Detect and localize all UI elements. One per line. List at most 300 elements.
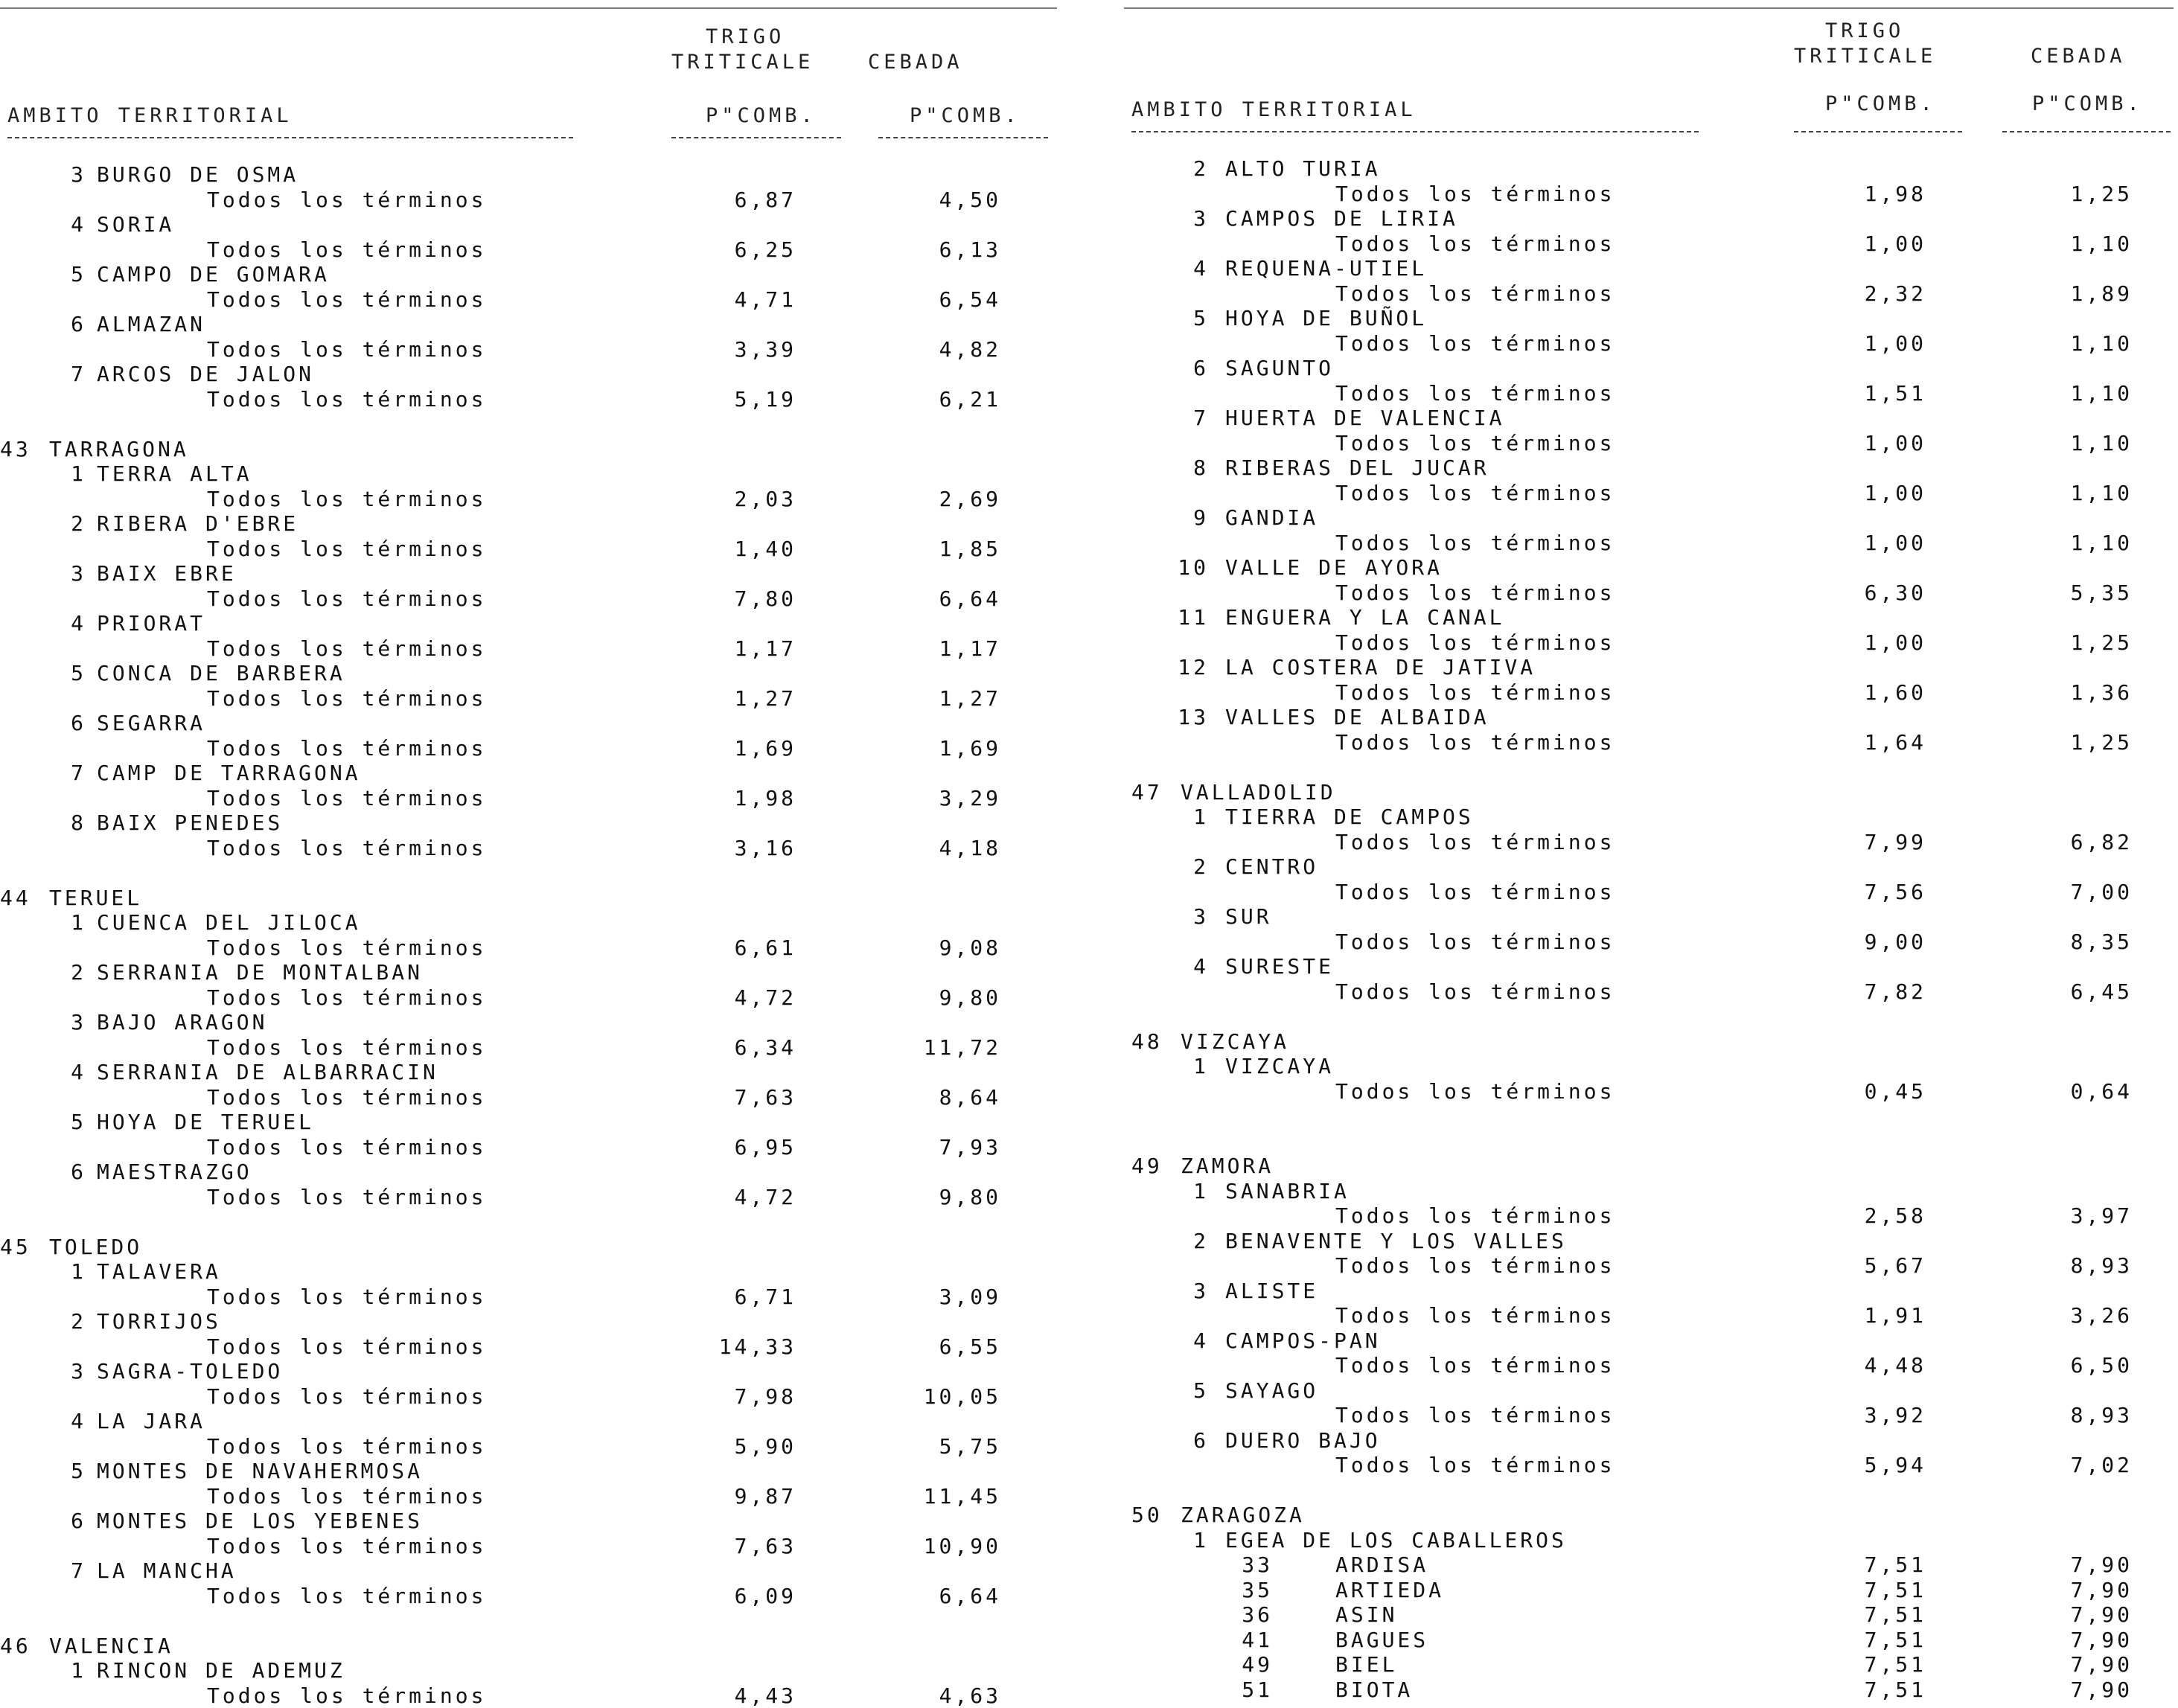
- header-pcomb-trigo: P"COMB.: [706, 104, 817, 127]
- comarca-name: VALLE DE AYORA: [1225, 555, 1443, 580]
- province-name: VALENCIA: [49, 1634, 173, 1658]
- terms-label: Todos los términos: [1335, 182, 1615, 206]
- trigo-value: 4,43: [499, 1683, 796, 1708]
- trigo-value: 1,98: [1629, 182, 1926, 206]
- comarca-row: [1124, 1054, 2178, 1079]
- trigo-value: 6,09: [499, 1584, 796, 1608]
- trigo-value: 7,51: [1629, 1628, 1926, 1652]
- trigo-value: 1,51: [1629, 381, 1926, 406]
- trigo-value: 7,56: [1629, 880, 1926, 904]
- trigo-value: 5,19: [499, 387, 796, 412]
- table-row: [1124, 1403, 2178, 1428]
- comarca-number: 1: [0, 1658, 86, 1683]
- municipality-code: 36: [975, 1602, 1273, 1627]
- trigo-value: 4,72: [499, 1185, 796, 1209]
- comarca-number: 7: [0, 761, 86, 785]
- comarca-row: [1124, 1279, 2178, 1304]
- municipality-code: 41: [975, 1628, 1273, 1652]
- province-name: VALLADOLID: [1181, 780, 1336, 805]
- comarca-number: 4: [0, 212, 86, 237]
- terms-label: Todos los términos: [1335, 231, 1615, 256]
- comarca-name: BAIX EBRE: [97, 561, 237, 586]
- terms-label: Todos los términos: [1335, 1253, 1615, 1278]
- table-row: [1124, 1453, 2178, 1478]
- comarca-name: MONTES DE LOS YEBENES: [97, 1509, 423, 1533]
- comarca-number: 3: [0, 1359, 86, 1384]
- cebada-value: 1,25: [1835, 730, 2133, 755]
- cebada-value: 6,13: [703, 237, 1001, 262]
- province-name: TERUEL: [49, 886, 142, 910]
- table-row: [1124, 730, 2178, 755]
- comarca-row: [1124, 555, 2178, 580]
- comarca-name: CAMPOS DE LIRIA: [1225, 206, 1458, 231]
- comarca-number: 1: [911, 1528, 1209, 1552]
- comarca-number: 2: [911, 156, 1209, 181]
- comarca-name: VALLES DE ALBAIDA: [1225, 705, 1489, 729]
- comarca-name: CAMP DE TARRAGONA: [97, 761, 361, 785]
- table-row: [1124, 1303, 2178, 1328]
- table-row: [1124, 580, 2178, 606]
- comarca-number: 1: [911, 1054, 1209, 1078]
- comarca-row: [1124, 206, 2178, 231]
- comarca-number: 5: [0, 661, 86, 685]
- table-row: [0, 1484, 1072, 1509]
- trigo-value: 1,00: [1629, 431, 1926, 455]
- trigo-value: 4,72: [499, 985, 796, 1010]
- cebada-value: 4,82: [703, 337, 1001, 362]
- cebada-value: 1,10: [1835, 531, 2133, 555]
- municipality-name: ARDISA: [1335, 1552, 1428, 1577]
- municipality-name: BIEL: [1335, 1652, 1397, 1677]
- comarca-number: 6: [0, 1160, 86, 1184]
- cebada-value: 8,93: [1835, 1253, 2133, 1278]
- comarca-number: 3: [911, 904, 1209, 929]
- comarca-name: BENAVENTE Y LOS VALLES: [1225, 1229, 1567, 1253]
- cebada-value: 4,63: [703, 1683, 1001, 1708]
- trigo-value: 6,71: [499, 1285, 796, 1309]
- comarca-name: SEGARRA: [97, 711, 205, 735]
- table-row: [1124, 979, 2178, 1005]
- terms-label: Todos los términos: [207, 1285, 486, 1309]
- terms-label: Todos los términos: [207, 736, 486, 761]
- trigo-value: 1,00: [1629, 231, 1926, 256]
- comarca-name: MAESTRAZGO: [97, 1160, 252, 1184]
- comarca-number: 2: [0, 1309, 86, 1334]
- comarca-row: [1124, 356, 2178, 381]
- trigo-value: 7,98: [499, 1384, 796, 1409]
- municipality-code: 33: [975, 1552, 1273, 1577]
- province-row: [0, 1634, 1072, 1659]
- cebada-value: 2,69: [703, 487, 1001, 511]
- trigo-value: 1,60: [1629, 680, 1926, 705]
- cebada-value: 1,85: [703, 537, 1001, 561]
- header-rule: [2002, 131, 2171, 132]
- comarca-number: 4: [0, 1060, 86, 1084]
- terms-label: Todos los términos: [207, 1085, 486, 1110]
- cebada-value: 6,50: [1835, 1353, 2133, 1378]
- terms-label: Todos los términos: [1335, 1079, 1615, 1104]
- cebada-value: 3,09: [703, 1285, 1001, 1309]
- cebada-value: 9,80: [703, 985, 1001, 1010]
- table-row: [1124, 680, 2178, 706]
- trigo-value: 3,16: [499, 836, 796, 860]
- header-rule: [7, 137, 573, 138]
- comarca-row: [0, 1558, 1072, 1584]
- trigo-value: 2,03: [499, 487, 796, 511]
- header-trigo-line1: TRIGO: [1825, 19, 1904, 42]
- comarca-number: 7: [0, 362, 86, 386]
- header-trigo-line2: TRITICALE: [671, 51, 814, 74]
- comarca-number: 5: [911, 1378, 1209, 1403]
- cebada-value: 7,90: [1835, 1552, 2133, 1577]
- spacer: [0, 1608, 1072, 1634]
- terms-label: Todos los términos: [207, 287, 486, 312]
- comarca-name: GANDIA: [1225, 505, 1318, 530]
- table-row: [1124, 431, 2178, 456]
- comarca-name: SAYAGO: [1225, 1378, 1318, 1403]
- terms-label: Todos los términos: [207, 337, 486, 362]
- comarca-name: CAMPO DE GOMARA: [97, 262, 330, 287]
- province-number: 43: [0, 437, 31, 461]
- header-cebada: CEBADA: [868, 51, 963, 74]
- header-ambito: AMBITO TERRITORIAL: [7, 104, 293, 127]
- comarca-name: SAGRA-TOLEDO: [97, 1359, 283, 1384]
- cebada-value: 10,90: [703, 1534, 1001, 1558]
- comarca-row: [1124, 306, 2178, 331]
- terms-label: Todos los términos: [1335, 281, 1615, 306]
- province-number: 49: [1131, 1154, 1163, 1178]
- municipality-row: [1124, 1602, 2178, 1628]
- comarca-name: PRIORAT: [97, 611, 205, 636]
- comarca-number: 3: [0, 162, 86, 187]
- terms-label: Todos los términos: [1335, 1203, 1615, 1228]
- comarca-row: [1124, 605, 2178, 630]
- comarca-number: 9: [911, 505, 1209, 530]
- header-rule: [1794, 131, 1962, 132]
- municipality-row: [1124, 1552, 2178, 1578]
- province-number: 50: [1131, 1503, 1163, 1527]
- terms-label: Todos los términos: [1335, 1403, 1615, 1427]
- trigo-value: 7,82: [1629, 979, 1926, 1004]
- comarca-number: 12: [911, 655, 1209, 679]
- header-rule: [671, 137, 841, 138]
- municipality-code: 49: [975, 1652, 1273, 1677]
- terms-label: Todos los términos: [207, 387, 486, 412]
- comarca-name: TIERRA DE CAMPOS: [1225, 805, 1474, 829]
- table-row: [1124, 930, 2178, 955]
- terms-label: Todos los términos: [207, 188, 486, 212]
- comarca-number: 3: [911, 206, 1209, 231]
- trigo-value: 5,67: [1629, 1253, 1926, 1278]
- table-row: [1124, 281, 2178, 307]
- comarca-name: LA JARA: [97, 1409, 205, 1433]
- cebada-value: 6,45: [1835, 979, 2133, 1004]
- cebada-value: 5,75: [703, 1434, 1001, 1459]
- terms-label: Todos los términos: [1335, 730, 1615, 755]
- cebada-value: 6,64: [703, 586, 1001, 611]
- comarca-number: 4: [911, 1328, 1209, 1353]
- cebada-value: 1,10: [1835, 331, 2133, 356]
- terms-label: Todos los términos: [1335, 830, 1615, 854]
- province-row: [1124, 1503, 2178, 1528]
- spacer: [1124, 1478, 2178, 1503]
- terms-label: Todos los términos: [207, 1384, 486, 1409]
- cebada-value: 7,90: [1835, 1652, 2133, 1677]
- comarca-number: 8: [911, 455, 1209, 480]
- comarca-number: 4: [0, 611, 86, 636]
- cebada-value: 1,27: [703, 686, 1001, 711]
- province-name: TOLEDO: [49, 1235, 142, 1259]
- table-row: [0, 1584, 1072, 1609]
- cebada-value: 7,90: [1835, 1578, 2133, 1602]
- trigo-value: 1,69: [499, 736, 796, 761]
- comarca-number: 1: [0, 1259, 86, 1284]
- municipality-row: [1124, 1578, 2178, 1603]
- comarca-number: 3: [911, 1279, 1209, 1303]
- comarca-number: 11: [911, 605, 1209, 630]
- trigo-value: 1,27: [499, 686, 796, 711]
- province-row: [1124, 1029, 2178, 1055]
- trigo-value: 1,00: [1629, 331, 1926, 356]
- comarca-number: 1: [0, 910, 86, 935]
- comarca-number: 1: [911, 1179, 1209, 1203]
- comarca-row: [1124, 1428, 2178, 1453]
- cebada-value: 0,64: [1835, 1079, 2133, 1104]
- province-number: 46: [0, 1634, 31, 1658]
- comarca-row: [1124, 705, 2178, 730]
- trigo-value: 5,90: [499, 1434, 796, 1459]
- top-rule: [1124, 7, 2174, 9]
- table-row: [1124, 481, 2178, 506]
- right-column: [1124, 0, 2178, 1681]
- comarca-name: ALMAZAN: [97, 312, 205, 336]
- cebada-value: 1,10: [1835, 381, 2133, 406]
- comarca-row: [1124, 805, 2178, 830]
- cebada-value: 6,21: [703, 387, 1001, 412]
- trigo-value: 1,64: [1629, 730, 1926, 755]
- trigo-value: 3,39: [499, 337, 796, 362]
- province-name: ZARAGOZA: [1181, 1503, 1305, 1527]
- municipality-row: [1124, 1628, 2178, 1653]
- comarca-name: REQUENA-UTIEL: [1225, 256, 1427, 281]
- terms-label: Todos los términos: [1335, 930, 1615, 954]
- terms-label: Todos los términos: [1335, 331, 1615, 356]
- cebada-value: 1,10: [1835, 481, 2133, 505]
- municipality-name: ARTIEDA: [1335, 1578, 1444, 1602]
- terms-label: Todos los términos: [1335, 431, 1615, 455]
- terms-label: Todos los términos: [207, 786, 486, 810]
- trigo-value: 1,17: [499, 636, 796, 661]
- cebada-value: 3,97: [1835, 1203, 2133, 1228]
- terms-label: Todos los términos: [1335, 1453, 1615, 1477]
- terms-label: Todos los términos: [207, 1484, 486, 1509]
- table-row: [1124, 331, 2178, 356]
- header-ambito: AMBITO TERRITORIAL: [1131, 98, 1417, 121]
- comarca-number: 8: [0, 810, 86, 835]
- comarca-name: SAGUNTO: [1225, 356, 1334, 380]
- terms-label: Todos los términos: [1335, 880, 1615, 904]
- table-row: [0, 1683, 1072, 1708]
- header-cebada: CEBADA: [2031, 45, 2126, 68]
- province-number: 47: [1131, 780, 1163, 805]
- terms-label: Todos los términos: [207, 686, 486, 711]
- cebada-value: 1,36: [1835, 680, 2133, 705]
- trigo-value: 1,40: [499, 537, 796, 561]
- comarca-number: 2: [0, 960, 86, 985]
- table-row: [1124, 381, 2178, 406]
- comarca-row: [0, 1658, 1072, 1683]
- table-row: [1124, 1253, 2178, 1279]
- comarca-name: SERRANIA DE MONTALBAN: [97, 960, 423, 985]
- table-row: [1124, 630, 2178, 656]
- cebada-value: 4,50: [703, 188, 1001, 212]
- comarca-row: [1124, 1229, 2178, 1254]
- trigo-value: 0,45: [1629, 1079, 1926, 1104]
- comarca-name: HUERTA DE VALENCIA: [1225, 406, 1504, 430]
- terms-label: Todos los términos: [1335, 481, 1615, 505]
- cebada-value: 7,93: [703, 1135, 1001, 1160]
- comarca-name: BAIX PENEDES: [97, 810, 283, 835]
- comarca-number: 1: [0, 461, 86, 486]
- cebada-value: 1,10: [1835, 231, 2133, 256]
- cebada-value: 5,35: [1835, 580, 2133, 605]
- header-pcomb-cebada: P"COMB.: [2032, 92, 2143, 115]
- table-row: [1124, 182, 2178, 207]
- trigo-value: 3,92: [1629, 1403, 1926, 1427]
- cebada-value: 6,55: [703, 1334, 1001, 1359]
- province-number: 48: [1131, 1029, 1163, 1054]
- spacer: [1124, 755, 2178, 780]
- comarca-name: HOYA DE BUÑOL: [1225, 306, 1427, 330]
- comarca-number: 5: [911, 306, 1209, 330]
- terms-label: Todos los términos: [1335, 630, 1615, 655]
- table-row: [1124, 231, 2178, 257]
- terms-label: Todos los términos: [1335, 580, 1615, 605]
- comarca-name: SUR: [1225, 904, 1272, 929]
- province-name: VIZCAYA: [1181, 1029, 1289, 1054]
- province-name: TARRAGONA: [49, 437, 189, 461]
- cebada-value: 10,05: [703, 1384, 1001, 1409]
- trigo-value: 4,71: [499, 287, 796, 312]
- cebada-value: 8,64: [703, 1085, 1001, 1110]
- spacer: [1124, 1129, 2178, 1154]
- comarca-row: [1124, 1528, 2178, 1553]
- comarca-name: SURESTE: [1225, 954, 1334, 979]
- comarca-name: RIBERAS DEL JUCAR: [1225, 455, 1489, 480]
- comarca-row: [0, 761, 1072, 786]
- trigo-value: 7,51: [1629, 1552, 1926, 1577]
- trigo-value: 1,00: [1629, 481, 1926, 505]
- cebada-value: 1,25: [1835, 630, 2133, 655]
- comarca-name: TALAVERA: [97, 1259, 221, 1284]
- comarca-number: 6: [911, 356, 1209, 380]
- cebada-value: 4,18: [703, 836, 1001, 860]
- trigo-value: 6,25: [499, 237, 796, 262]
- terms-label: Todos los términos: [207, 985, 486, 1010]
- table-row: [1124, 880, 2178, 905]
- comarca-row: [1124, 1328, 2178, 1354]
- header-rule: [878, 137, 1048, 138]
- header-rule: [1131, 131, 1699, 132]
- comarca-number: 2: [0, 511, 86, 536]
- comarca-number: 2: [911, 1229, 1209, 1253]
- comarca-row: [1124, 455, 2178, 481]
- comarca-name: CENTRO: [1225, 854, 1318, 879]
- comarca-row: [0, 1459, 1072, 1484]
- terms-label: Todos los términos: [207, 537, 486, 561]
- comarca-number: 6: [911, 1428, 1209, 1453]
- comarca-number: 10: [911, 555, 1209, 580]
- municipality-row: [1124, 1652, 2178, 1677]
- terms-label: Todos los términos: [1335, 1303, 1615, 1328]
- comarca-number: 3: [0, 1010, 86, 1034]
- comarca-name: ENGUERA Y LA CANAL: [1225, 605, 1504, 630]
- trigo-value: 7,80: [499, 586, 796, 611]
- terms-label: Todos los términos: [207, 836, 486, 860]
- cebada-value: 1,17: [703, 636, 1001, 661]
- trigo-value: 4,48: [1629, 1353, 1926, 1378]
- comarca-name: TORRIJOS: [97, 1309, 221, 1334]
- terms-label: Todos los términos: [207, 1035, 486, 1060]
- table-row: [1124, 1203, 2178, 1229]
- trigo-value: 7,51: [1629, 1602, 1926, 1627]
- comarca-number: 7: [0, 1558, 86, 1583]
- comarca-row: [1124, 406, 2178, 431]
- comarca-name: SORIA: [97, 212, 174, 237]
- comarca-name: EGEA DE LOS CABALLEROS: [1225, 1528, 1567, 1552]
- terms-label: Todos los términos: [207, 586, 486, 611]
- terms-label: Todos los términos: [1335, 979, 1615, 1004]
- comarca-number: 6: [0, 711, 86, 735]
- comarca-number: 6: [0, 312, 86, 336]
- comarca-row: [1124, 1378, 2178, 1404]
- comarca-name: DUERO BAJO: [1225, 1428, 1381, 1453]
- terms-label: Todos los términos: [207, 1534, 486, 1558]
- comarca-number: 4: [911, 954, 1209, 979]
- trigo-value: 1,00: [1629, 531, 1926, 555]
- comarca-number: 4: [911, 256, 1209, 281]
- trigo-value: 2,58: [1629, 1203, 1926, 1228]
- cebada-value: 9,80: [703, 1185, 1001, 1209]
- comarca-name: RINCON DE ADEMUZ: [97, 1658, 345, 1683]
- terms-label: Todos los términos: [207, 1434, 486, 1459]
- comarca-name: RIBERA D'EBRE: [97, 511, 298, 536]
- terms-label: Todos los términos: [207, 487, 486, 511]
- terms-label: Todos los términos: [207, 237, 486, 262]
- comarca-name: SERRANIA DE ALBARRACIN: [97, 1060, 438, 1084]
- comarca-name: HOYA DE TERUEL: [97, 1110, 314, 1134]
- terms-label: Todos los términos: [207, 1683, 486, 1708]
- terms-label: Todos los términos: [207, 1185, 486, 1209]
- trigo-value: 7,63: [499, 1534, 796, 1558]
- cebada-value: 7,02: [1835, 1453, 2133, 1477]
- terms-label: Todos los términos: [207, 935, 486, 960]
- cebada-value: 7,00: [1835, 880, 2133, 904]
- municipality-name: BIOTA: [1335, 1677, 1413, 1702]
- trigo-value: 1,98: [499, 786, 796, 810]
- comarca-name: CUENCA DEL JILOCA: [97, 910, 361, 935]
- cebada-value: 1,10: [1835, 431, 2133, 455]
- terms-label: Todos los términos: [207, 636, 486, 661]
- comarca-name: VIZCAYA: [1225, 1054, 1334, 1078]
- cebada-value: 7,90: [1835, 1602, 2133, 1627]
- right-table-body: [1124, 156, 2178, 1702]
- province-row: [1124, 780, 2178, 805]
- trigo-value: 6,95: [499, 1135, 796, 1160]
- comarca-name: TERRA ALTA: [97, 461, 252, 486]
- comarca-name: LA MANCHA: [97, 1558, 237, 1583]
- spacer: [1124, 1104, 2178, 1129]
